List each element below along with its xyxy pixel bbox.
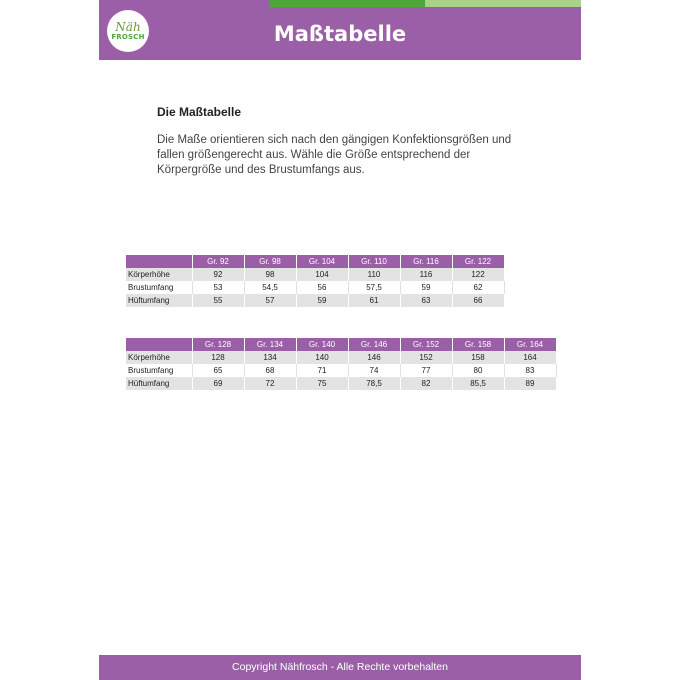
logo-script-text: Näh <box>115 19 141 34</box>
table-cell: 53 <box>192 281 244 294</box>
table-cell: 69 <box>192 377 244 390</box>
table-cell: 89 <box>504 377 556 390</box>
table-cell: 71 <box>296 364 348 377</box>
table-header-row <box>126 255 504 268</box>
table-cell: 85,5 <box>452 377 504 390</box>
table-cell: 164 <box>504 351 556 364</box>
table-cell: 78,5 <box>348 377 400 390</box>
table-cell: 128 <box>192 351 244 364</box>
table-cell: 83 <box>504 364 556 377</box>
table-cell: 62 <box>452 281 504 294</box>
table-cell: 122 <box>452 268 504 281</box>
size-column-header: Gr. 104 <box>296 255 348 268</box>
table-corner-cell <box>126 338 192 351</box>
size-column-header: Gr. 140 <box>296 338 348 351</box>
size-column-header: Gr. 164 <box>504 338 556 351</box>
table-cell: 110 <box>348 268 400 281</box>
size-column-header: Gr. 158 <box>452 338 504 351</box>
table-cell: 74 <box>348 364 400 377</box>
row-label: Brustumfang <box>126 364 192 377</box>
table-cell: 75 <box>296 377 348 390</box>
size-column-header: Gr. 134 <box>244 338 296 351</box>
table-cell: 116 <box>400 268 452 281</box>
table-cell: 152 <box>400 351 452 364</box>
document-page <box>99 0 581 680</box>
table-row <box>126 377 556 390</box>
size-column-header: Gr. 122 <box>452 255 504 268</box>
table-cell: 66 <box>452 294 504 307</box>
row-label: Körperhöhe <box>126 268 192 281</box>
table-cell: 59 <box>400 281 452 294</box>
table-cell: 146 <box>348 351 400 364</box>
size-table-small <box>126 255 505 307</box>
row-label: Hüftumfang <box>126 377 192 390</box>
logo-word-text: FROSCH <box>111 32 145 41</box>
page-footer: Copyright Nähfrosch - Alle Rechte vorbehalten <box>99 655 581 680</box>
table-cell: 77 <box>400 364 452 377</box>
table-cell: 82 <box>400 377 452 390</box>
table-cell: 68 <box>244 364 296 377</box>
table-cell: 54,5 <box>244 281 296 294</box>
intro-paragraph: Die Maße orientieren sich nach den gängigen Konfektionsgrößen und fallen größengerecht aus. Wähle die Größe entsprechend der Körpergröße und des Brustumfangs aus. <box>157 134 512 176</box>
row-label: Hüftumfang <box>126 294 192 307</box>
table-cell: 65 <box>192 364 244 377</box>
size-column-header: Gr. 98 <box>244 255 296 268</box>
size-column-header: Gr. 92 <box>192 255 244 268</box>
table-cell: 140 <box>296 351 348 364</box>
row-label: Körperhöhe <box>126 351 192 364</box>
table-row <box>126 281 504 294</box>
page-header <box>99 0 581 60</box>
section-heading: Die Maßtabelle <box>157 105 242 119</box>
table-row <box>126 364 556 377</box>
size-column-header: Gr. 146 <box>348 338 400 351</box>
table-cell: 104 <box>296 268 348 281</box>
table-cell: 56 <box>296 281 348 294</box>
table-cell: 98 <box>244 268 296 281</box>
size-column-header: Gr. 152 <box>400 338 452 351</box>
table-header-row <box>126 338 556 351</box>
table-cell: 63 <box>400 294 452 307</box>
size-table-large <box>126 338 557 390</box>
table-cell: 72 <box>244 377 296 390</box>
table-cell: 80 <box>452 364 504 377</box>
intro-section <box>157 100 517 178</box>
row-label: Brustumfang <box>126 281 192 294</box>
table-cell: 158 <box>452 351 504 364</box>
table-cell: 55 <box>192 294 244 307</box>
table-cell: 134 <box>244 351 296 364</box>
page-title: Maßtabelle <box>273 22 407 46</box>
table-cell: 61 <box>348 294 400 307</box>
table-row <box>126 294 504 307</box>
table-row <box>126 351 556 364</box>
size-column-header: Gr. 110 <box>348 255 400 268</box>
table-cell: 92 <box>192 268 244 281</box>
table-cell: 57,5 <box>348 281 400 294</box>
table-cell: 59 <box>296 294 348 307</box>
size-column-header: Gr. 116 <box>400 255 452 268</box>
table-cell: 57 <box>244 294 296 307</box>
size-column-header: Gr. 128 <box>192 338 244 351</box>
table-corner-cell <box>126 255 192 268</box>
table-row <box>126 268 504 281</box>
